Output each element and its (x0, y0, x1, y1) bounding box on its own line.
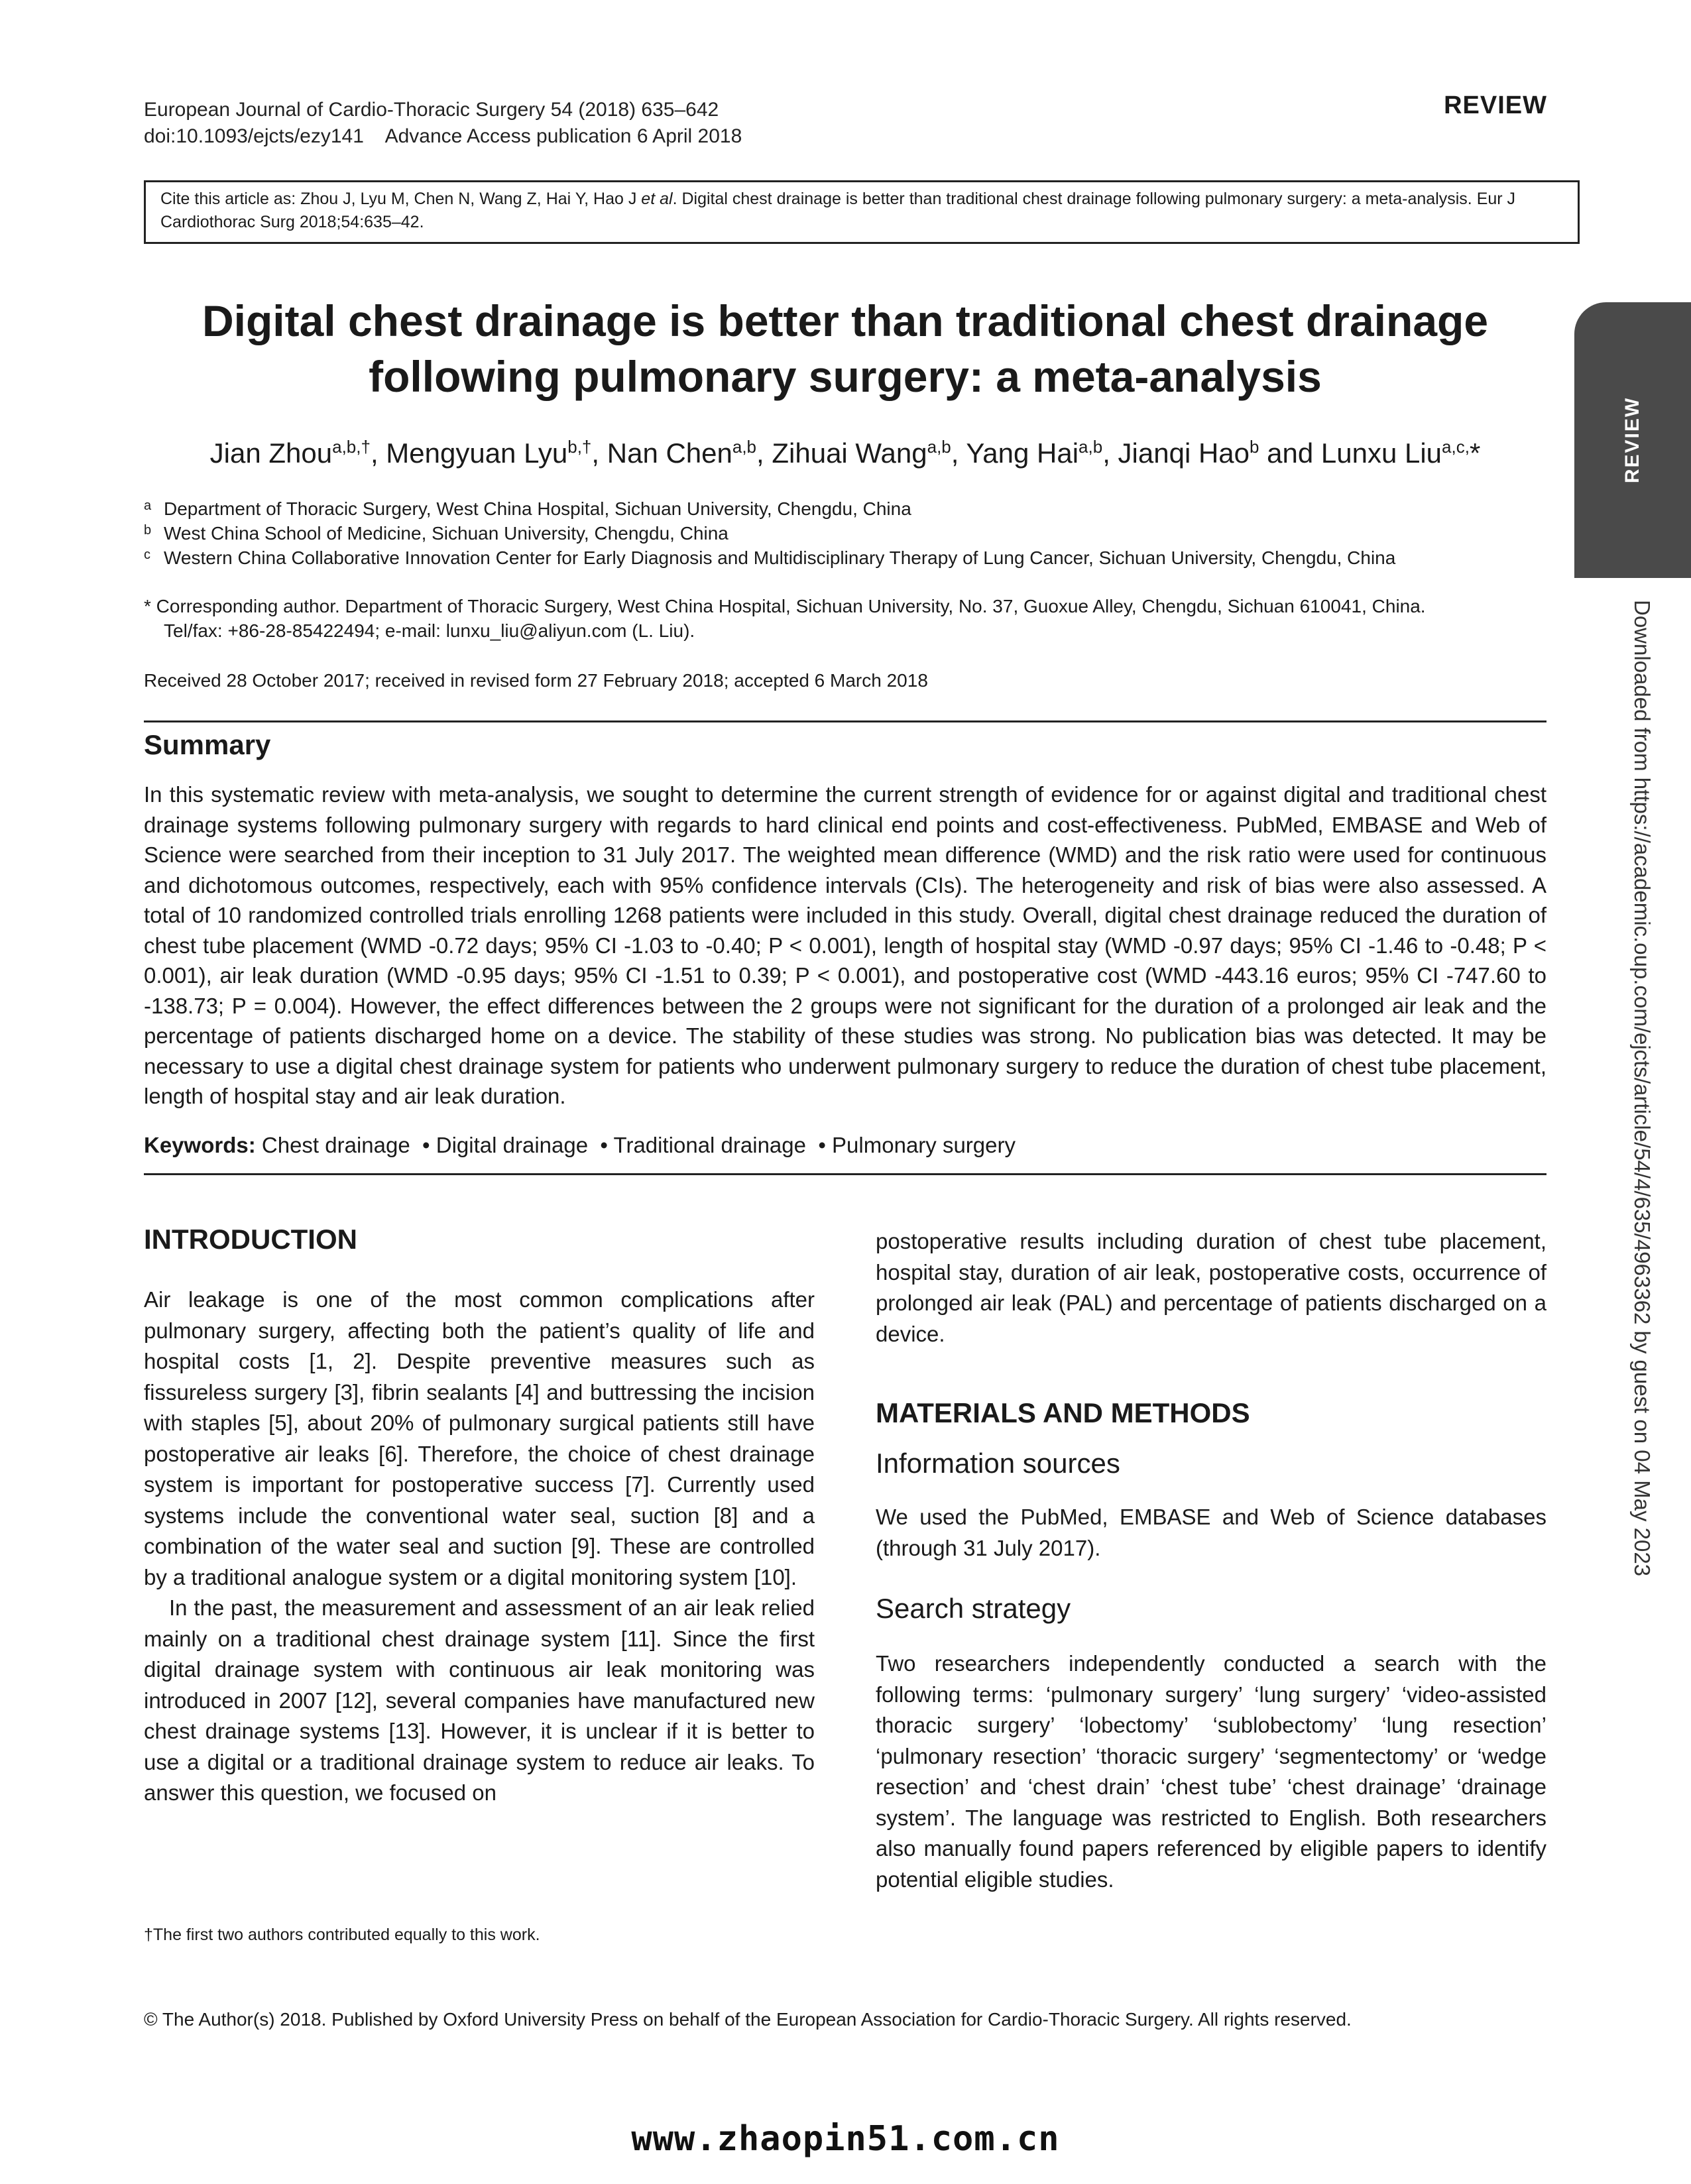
author-list (144, 427, 1546, 473)
watermark: www.zhaopin51.com.cn (631, 2119, 1060, 2159)
citation-suffix: . Digital chest drainage is better than traditional chest drainage following pulmonary surgery: a meta-analysis. Eur J Cardiothorac Surg 2018;54:635–42. (160, 190, 1516, 231)
search-strategy-text: Two researchers independently conducted a search with the following terms: ‘pulmonary surgery’ ‘lung surgery’ ‘video-assisted thoracic surgery’ ‘lobectomy’ ‘sublobectomy’ ‘lung resection’ ‘pulmonary resection’ ‘thoracic surgery’ ‘segmentectomy’ or ‘wedge resection’ and ‘chest drain’ ‘chest tube’ ‘chest drainage’ ‘drainage system’. The language was restricted to English. Both researchers also manually found papers referenced by eligible papers to identify potential eligible studies. (876, 1651, 1546, 1892)
author-separator: , (756, 437, 772, 469)
intro-heading: INTRODUCTION (144, 1224, 357, 1255)
author-name: Lunxu Liu (1320, 437, 1442, 469)
info-sources-text: We used the PubMed, EMBASE and Web of Science databases (through 31 July 2017). (876, 1505, 1546, 1560)
corresponding-line-1: * Corresponding author. Department of Thoracic Surgery, West China Hospital, Sichuan University, No. 37, Guoxue Alley, Chengdu, Sichuan 610041, China. (144, 596, 1426, 616)
divider-bottom (144, 1173, 1546, 1175)
corresponding-author (144, 594, 1569, 643)
author-separator: , (1102, 437, 1118, 469)
affiliation-c (144, 543, 1395, 570)
affiliation-b (144, 518, 729, 546)
download-notice: Downloaded from https://academic.oup.com/ejcts/article/54/4/635/4963362 by guest on 04 May 2023 (1630, 600, 1655, 1577)
author-separator: , (591, 437, 607, 469)
affiliation-text: Department of Thoracic Surgery, West China Hospital, Sichuan University, Chengdu, China (164, 498, 911, 519)
title-line-1: Digital chest drainage is better than traditional chest drainage (202, 296, 1489, 345)
citation-prefix: Cite this article as: Zhou J, Lyu M, Chen N, Wang Z, Hai Y, Hao J (160, 190, 642, 208)
author-affiliation-marker: a,b (927, 437, 951, 457)
author-name: Jian Zhou (209, 437, 333, 469)
author-affiliation-marker: b,† (567, 437, 592, 457)
methods-heading: MATERIALS AND METHODS (876, 1397, 1250, 1428)
corresponding-line-2: Tel/fax: +86-28-85422494; e-mail: lunxu_liu@aliyun.com (L. Liu). (164, 620, 695, 641)
copyright: © The Author(s) 2018. Published by Oxford University Press on behalf of the European Association for Cardio-Thoracic Surgery. All rights reserved. (144, 2009, 1352, 2030)
author-name: Yang Hai (966, 437, 1079, 469)
title-line-2: following pulmonary surgery: a meta-analysis (369, 352, 1322, 401)
author-affiliation-marker: a,b,† (332, 437, 371, 457)
keywords (144, 1131, 1016, 1160)
author-affiliation-marker: b (1250, 437, 1259, 457)
author-separator: , (370, 437, 386, 469)
author-affiliation-marker: a,c, (1442, 437, 1470, 457)
intro-paragraph-2: In the past, the measurement and assessment of an air leak relied mainly on a traditional chest drainage system [11]. Since the first digital drainage system with continuous air leak monitoring was introduced in 2007 [12], several companies have manufactured new chest drainage systems [13]. However, it is unclear if it is better to use a digital or a traditional drainage system to reduce air leaks. To answer this question, we focused on (144, 1595, 815, 1805)
author-name: Nan Chen (607, 437, 732, 469)
section-tab-label: REVIEW (1621, 396, 1643, 484)
doi-line: doi:10.1093/ejcts/ezy141 Advance Access publication 6 April 2018 (144, 125, 742, 147)
keywords-label: Keywords: (144, 1133, 256, 1157)
right-column (876, 1226, 1546, 1895)
info-sources-heading: Information sources (876, 1448, 1120, 1479)
corresponding-asterisk: * (1469, 437, 1481, 469)
author-affiliation-marker: a,b (1079, 437, 1103, 457)
author-name: Mengyuan Lyu (386, 437, 568, 469)
author-affiliation-marker: a,b (732, 437, 757, 457)
affiliation-text: Western China Collaborative Innovation Center for Early Diagnosis and Multidisciplinary Therapy of Lung Cancer, Sichuan University, Chengdu, China (164, 547, 1396, 568)
footnote: †The first two authors contributed equally to this work. (144, 1925, 540, 1944)
intro-paragraph-3: postoperative results including duration of chest tube placement, hospital stay, duration of air leak, postoperative costs, occurrence of prolonged air leak (PAL) and percentage of patients discharged on a device. (876, 1229, 1546, 1346)
section-tab (1574, 302, 1691, 578)
received-dates: Received 28 October 2017; received in revised form 27 February 2018; accepted 6 March 2018 (144, 670, 928, 691)
keywords-list: Chest drainage • Digital drainage • Traditional drainage • Pulmonary surgery (261, 1133, 1016, 1157)
affiliation-text: West China School of Medicine, Sichuan University, Chengdu, China (164, 523, 729, 544)
author-separator: and (1259, 437, 1321, 469)
citation-box (144, 180, 1580, 244)
summary-heading: Summary (144, 729, 271, 760)
affiliation-label: b (144, 523, 152, 538)
article-type: REVIEW (1444, 91, 1547, 119)
search-strategy-heading: Search strategy (876, 1593, 1071, 1624)
journal-line: European Journal of Cardio-Thoracic Surgery 54 (2018) 635–642 (144, 99, 719, 121)
summary-text: In this systematic review with meta-analysis, we sought to determine the current strength of evidence for or against digital and traditional chest drainage systems following pulmonary surgery with regards to hard clinical end points and cost-effectiveness. PubMed, EMBASE and Web of Science were searched from their inception to 31 July 2017. The weighted mean difference (WMD) and the risk ratio were used for continuous and dichotomous outcomes, respectively, each with 95% confidence intervals (CIs). The heterogeneity and risk of bias were also assessed. A total of 10 randomized controlled trials enrolling 1268 patients were included in this study. Overall, digital chest drainage reduced the duration of chest tube placement (WMD -0.72 days; 95% CI -1.03 to -0.40; P < 0.001), length of hospital stay (WMD -0.97 days; 95% CI -1.46 to -0.48; P < 0.001), air leak duration (WMD -0.95 days; 95% CI -1.51 to 0.39; P < 0.001), and postoperative cost (WMD -443.16 euros; 95% CI -747.60 to -138.73; P = 0.004). However, the effect differences between the 2 groups were not significant for the duration of a prolonged air leak and the percentage of patients discharged home on a device. The stability of these studies was strong. No publication bias was detected. It may be necessary to use a digital chest drainage system for patients who underwent pulmonary surgery to reduce the duration of chest tube placement, length of hospital stay and air leak duration. (144, 782, 1546, 1108)
author-separator: , (951, 437, 966, 469)
intro-section (144, 1224, 815, 1809)
author-name: Zihuai Wang (772, 437, 927, 469)
paper-title (144, 293, 1546, 404)
affiliation-label: c (144, 547, 150, 562)
affiliation-a (144, 494, 911, 521)
author-name: Jianqi Hao (1118, 437, 1250, 469)
affiliation-label: a (144, 498, 152, 513)
intro-paragraph-1: Air leakage is one of the most common complications after pulmonary surgery, affecting both the patient’s quality of life and hospital costs [1, 2]. Despite preventive measures such as fissureless surgery [3], fibrin sealants [4] and buttressing the incision with staples [5], about 20% of pulmonary surgical patients still have postoperative air leaks [6]. Therefore, the choice of chest drainage system is important for postoperative success [7]. Currently used systems include the conventional water seal, suction [8] and a combination of the water seal and suction [9]. These are controlled by a traditional analogue system or a digital monitoring system [10]. (144, 1287, 815, 1589)
citation-etal: et al (641, 190, 673, 208)
divider-top (144, 720, 1546, 722)
intro-body (144, 1285, 815, 1809)
journal-header (144, 97, 742, 150)
